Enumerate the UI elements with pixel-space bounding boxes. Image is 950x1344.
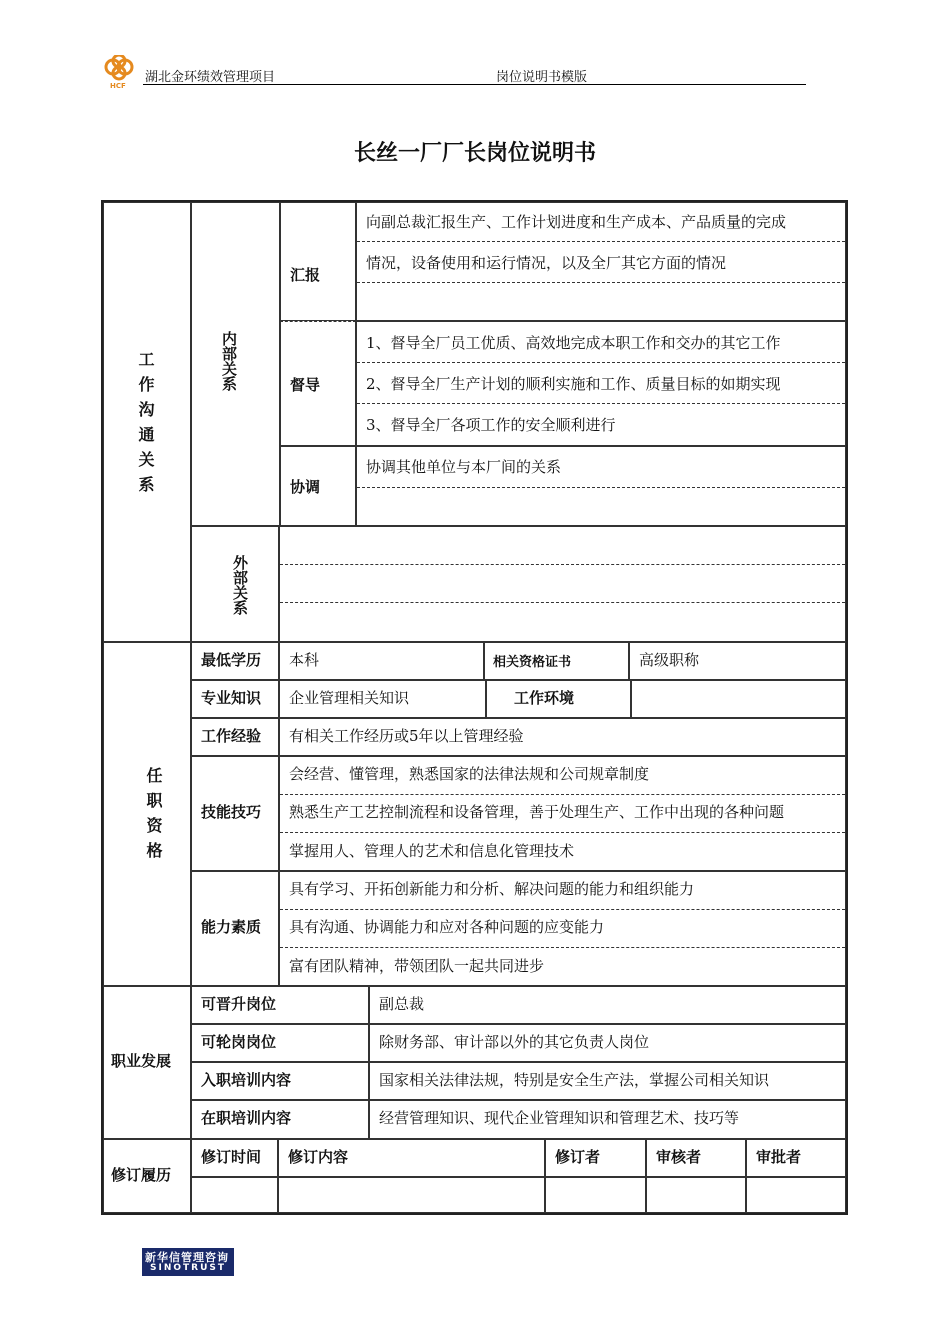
revision-col-approver: 审批者 — [756, 1148, 802, 1166]
svg-text:HCF: HCF — [110, 82, 126, 90]
inservice-training-value: 经营管理知识、现代企业管理知识和管理艺术、技巧等 — [379, 1109, 740, 1127]
experience-value-cell — [279, 718, 846, 756]
career-section-cell — [103, 986, 191, 1139]
skills-line-1: 会经营、懂管理，熟悉国家的法律法规和公司规章制度 — [289, 765, 650, 783]
revision-col-reviewer: 审核者 — [656, 1148, 702, 1166]
abilities-line-1: 具有学习、开拓创新能力和分析、解决问题的能力和组织能力 — [289, 880, 695, 898]
revision-col-reviser: 修订者 — [555, 1148, 601, 1166]
environment-label: 工作环境 — [514, 689, 575, 707]
communication-section-cell — [103, 202, 191, 642]
dashed-divider — [357, 487, 845, 488]
dashed-divider — [280, 947, 845, 948]
page-title: 长丝一厂厂长岗位说明书 — [353, 141, 596, 166]
revision-section-label: 修订履历 — [111, 1166, 172, 1184]
revision-empty-cell — [191, 1177, 278, 1213]
dashed-divider — [280, 909, 845, 910]
abilities-label: 能力素质 — [201, 918, 262, 936]
revision-col-time: 修订时间 — [201, 1148, 262, 1166]
coordinate-line-1: 协调其他单位与本厂间的关系 — [366, 458, 562, 476]
report-line-1: 向副总裁汇报生产、工作计划进度和生产成本、产品质量的完成 — [366, 213, 787, 231]
report-label: 汇报 — [290, 266, 321, 284]
career-row-value-cell — [369, 986, 846, 1024]
external-relations-label: 外部关系 — [231, 555, 249, 615]
revision-empty-cell — [646, 1177, 746, 1213]
career-row-label-cell — [191, 1062, 369, 1100]
promotion-value: 副总裁 — [379, 995, 425, 1013]
external-relations-content-cell — [279, 526, 846, 642]
dashed-divider — [280, 564, 845, 565]
revision-header-cell — [278, 1139, 545, 1177]
dashed-divider — [280, 794, 845, 795]
knowledge-value-cell — [279, 680, 486, 718]
certificate-value-cell — [629, 642, 846, 680]
coordinate-label-cell — [280, 446, 356, 526]
sinotrust-logo — [142, 1248, 234, 1276]
abilities-label-cell — [191, 871, 279, 986]
certificate-label: 相关资格证书 — [493, 655, 572, 670]
career-row-value-cell — [369, 1024, 846, 1062]
revision-empty-cell — [278, 1177, 545, 1213]
coordinate-content-cell — [356, 446, 846, 526]
supervise-line-3: 3、督导全厂各项工作的安全顺利进行 — [366, 416, 616, 434]
document-type: 岗位说明书模版 — [496, 70, 588, 85]
qualification-section-cell — [103, 642, 191, 986]
career-row-value-cell — [369, 1062, 846, 1100]
education-label-cell — [191, 642, 279, 680]
header-rule — [143, 84, 806, 85]
experience-value: 有相关工作经历或5年以上管理经验 — [289, 727, 524, 745]
qualification-section-label: 任职资格 — [144, 767, 163, 867]
skills-line-3: 掌握用人、管理人的艺术和信息化管理技术 — [289, 842, 575, 860]
rotation-value: 除财务部、审计部以外的其它负责人岗位 — [379, 1033, 650, 1051]
environment-label-cell — [486, 680, 631, 718]
career-row-label-cell — [191, 986, 369, 1024]
certificate-label-cell — [484, 642, 629, 680]
revision-empty-cell — [746, 1177, 846, 1213]
internal-relations-label: 内部关系 — [220, 331, 238, 391]
career-row-value-cell — [369, 1100, 846, 1139]
communication-section-label: 工作沟通关系 — [136, 351, 155, 501]
abilities-content-cell — [279, 871, 846, 986]
page-header — [100, 55, 806, 90]
abilities-line-3: 富有团队精神，带领团队一起共同进步 — [289, 957, 545, 975]
knowledge-label: 专业知识 — [201, 689, 262, 707]
dashed-divider — [357, 241, 845, 242]
revision-header-cell — [746, 1139, 846, 1177]
supervise-line-2: 2、督导全厂生产计划的顺利实施和工作、质量目标的如期实现 — [366, 375, 781, 393]
footer-logo-line2: SINOTRUST — [150, 1263, 227, 1273]
experience-label: 工作经验 — [201, 727, 262, 745]
skills-content-cell — [279, 756, 846, 871]
education-value: 本科 — [289, 651, 320, 669]
supervise-label-cell — [280, 321, 356, 446]
abilities-line-2: 具有沟通、协调能力和应对各种问题的应变能力 — [289, 918, 605, 936]
skills-line-2: 熟悉生产工艺控制流程和设备管理，善于处理生产、工作中出现的各种问题 — [289, 803, 785, 821]
experience-label-cell — [191, 718, 279, 756]
skills-label-cell — [191, 756, 279, 871]
revision-col-content: 修订内容 — [288, 1148, 349, 1166]
education-value-cell — [279, 642, 484, 680]
dashed-divider — [357, 362, 845, 363]
dashed-divider — [280, 832, 845, 833]
footer-logo-line1: 新华信管理咨询 — [145, 1251, 229, 1264]
environment-value-cell — [631, 680, 846, 718]
career-row-label-cell — [191, 1100, 369, 1139]
internal-relations-cell — [191, 202, 280, 526]
supervise-line-1: 1、督导全厂员工优质、高效地完成本职工作和交办的其它工作 — [366, 334, 781, 352]
onboarding-training-value: 国家相关法律法规，特别是安全生产法，掌握公司相关知识 — [379, 1071, 770, 1089]
certificate-value: 高级职称 — [639, 651, 700, 669]
revision-header-cell — [545, 1139, 646, 1177]
supervise-content-cell — [356, 321, 846, 446]
rotation-label: 可轮岗岗位 — [201, 1033, 277, 1051]
external-relations-cell — [191, 526, 279, 642]
education-label: 最低学历 — [201, 651, 262, 669]
revision-header-cell — [191, 1139, 278, 1177]
dashed-divider — [357, 403, 845, 404]
dashed-divider — [280, 602, 845, 603]
report-content-cell — [356, 202, 846, 321]
skills-label: 技能技巧 — [201, 803, 262, 821]
revision-header-cell — [646, 1139, 746, 1177]
report-label-cell — [280, 202, 356, 321]
onboarding-training-label: 入职培训内容 — [201, 1071, 292, 1089]
knowledge-label-cell — [191, 680, 279, 718]
hcf-logo — [100, 55, 140, 91]
career-row-label-cell — [191, 1024, 369, 1062]
dashed-divider — [357, 282, 845, 283]
inservice-training-label: 在职培训内容 — [201, 1109, 292, 1127]
supervise-label: 督导 — [290, 376, 321, 394]
report-line-2: 情况，设备使用和运行情况，以及全厂其它方面的情况 — [366, 254, 727, 272]
career-section-label: 职业发展 — [111, 1052, 172, 1070]
coordinate-label: 协调 — [290, 478, 321, 496]
knowledge-value: 企业管理相关知识 — [289, 689, 410, 707]
promotion-label: 可晋升岗位 — [201, 995, 277, 1013]
project-name: 湖北金环绩效管理项目 — [145, 70, 276, 85]
revision-empty-cell — [545, 1177, 646, 1213]
revision-section-cell — [103, 1139, 191, 1213]
